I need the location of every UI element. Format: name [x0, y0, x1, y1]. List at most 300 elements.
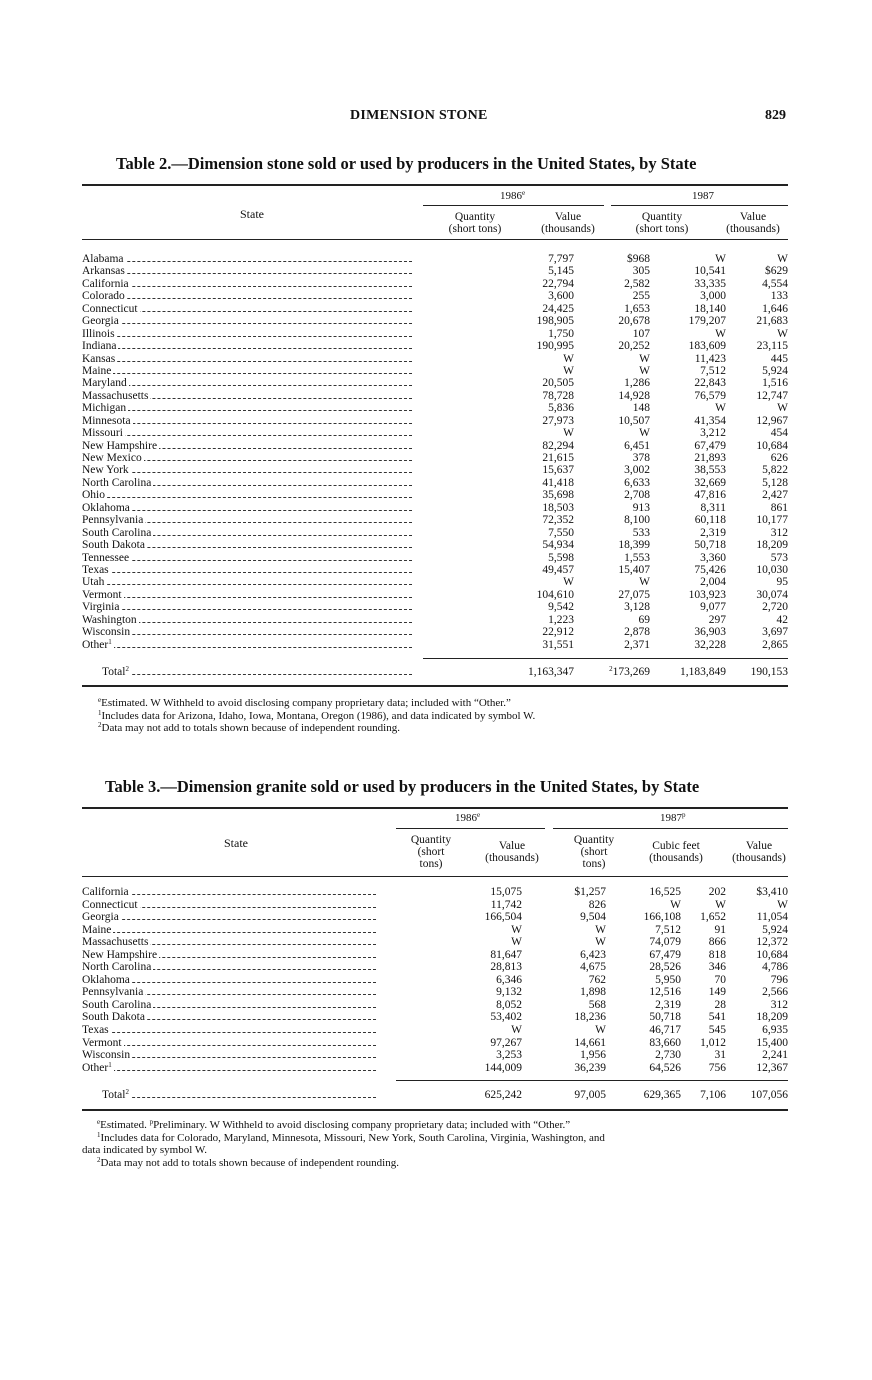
table-cell: 22,843 [694, 377, 726, 390]
table-cell: 76,579 [694, 389, 726, 402]
state-name: New Hampshire [82, 948, 158, 961]
table-cell: 107 [632, 327, 650, 340]
table-cell: 47,816 [694, 489, 726, 502]
page-header [0, 108, 872, 128]
dot-leader [82, 560, 412, 561]
state-name: Connecticut [82, 898, 138, 911]
table-cell: 97,267 [490, 1036, 522, 1049]
table-cell: W [670, 898, 681, 911]
table-cell: 5,950 [655, 973, 681, 986]
table-cell: 190,995 [536, 340, 574, 353]
table-cell: 21,893 [694, 452, 726, 464]
table2-col-quantity-1987: Quantity (short tons) [635, 211, 689, 235]
table-cell: 5,924 [762, 923, 788, 936]
table-cell: 81,647 [490, 948, 522, 961]
table-cell: 41,418 [542, 476, 574, 489]
table-cell: 7,797 [548, 253, 574, 265]
table-cell: 20,252 [618, 340, 650, 353]
dot-leader [82, 647, 412, 648]
table-cell: 2,371 [624, 638, 650, 651]
table-cell: 1,012 [700, 1036, 726, 1049]
table-cell: 38,553 [694, 464, 726, 477]
table-cell: W [777, 253, 788, 265]
table3-title: Table 3.—Dimension granite sold or used by producers in the United States, by State [105, 777, 700, 796]
table-cell: 6,451 [624, 439, 650, 452]
table-cell: W [715, 327, 726, 340]
table-cell: 866 [708, 936, 726, 949]
state-name: Virginia [82, 601, 120, 614]
table3-total-row [82, 1088, 788, 1102]
table-cell: 18,209 [756, 1011, 788, 1024]
state-name: Wisconsin [82, 1049, 131, 1062]
dot-leader [82, 261, 412, 262]
table-cell: 7,512 [655, 923, 681, 936]
table-cell: 202 [708, 886, 726, 898]
table-cell: 64,526 [649, 1061, 681, 1074]
table-cell: 2,427 [762, 489, 788, 502]
table2-col-value-1987: Value (thousands) [726, 211, 780, 235]
table-cell: 796 [770, 973, 788, 986]
table-cell: W [715, 253, 726, 265]
table-cell: 16,525 [649, 886, 681, 898]
state-name: Wisconsin [82, 626, 131, 639]
table-cell: 9,504 [580, 911, 606, 924]
table-row [82, 1011, 788, 1024]
table-cell: W [595, 923, 606, 936]
state-name: Arkansas [82, 265, 125, 278]
table-row [82, 1049, 788, 1062]
dot-leader [102, 1097, 376, 1098]
table-row [82, 390, 788, 402]
table-cell: 72,352 [542, 514, 574, 527]
state-name: Maine [82, 923, 112, 936]
table-cell: 2,319 [655, 998, 681, 1011]
table-cell: W [639, 364, 650, 377]
table-cell: $1,257 [574, 886, 606, 898]
state-name: Vermont [82, 1036, 122, 1049]
state-name: Kansas [82, 352, 116, 365]
table-cell: 10,177 [756, 514, 788, 527]
state-name: California [82, 886, 129, 898]
table-cell: 11,054 [756, 911, 788, 924]
state-name: Pennsylvania [82, 514, 144, 527]
table-cell: 46,717 [649, 1024, 681, 1037]
total-label: Total$^2$ [102, 1088, 129, 1101]
table-cell: 10,684 [756, 439, 788, 452]
total-cell: 7,106 [700, 1089, 726, 1101]
table-cell: 541 [708, 1011, 726, 1024]
table-row [82, 614, 788, 626]
table-cell: 14,661 [574, 1036, 606, 1049]
table-cell: 95 [776, 576, 788, 589]
dot-leader [82, 497, 412, 498]
table-row [82, 961, 788, 974]
table-cell: 18,140 [694, 302, 726, 315]
table-cell: 133 [770, 290, 788, 303]
table-cell: 67,479 [694, 439, 726, 452]
table2-col-quantity-1986: Quantity (short tons) [448, 211, 502, 235]
table-row [82, 1037, 788, 1050]
table-row [82, 365, 788, 377]
table-cell: W [639, 427, 650, 440]
table-cell: W [563, 427, 574, 440]
table-cell: 179,207 [688, 315, 726, 328]
table-row [82, 464, 788, 476]
table3-body [82, 886, 788, 1074]
table2-header-rule [82, 239, 788, 240]
state-name: Tennessee [82, 551, 130, 564]
dot-leader [82, 472, 412, 473]
dot-leader [82, 572, 412, 573]
state-name: Alabama [82, 253, 124, 265]
table-cell: 9,077 [700, 601, 726, 614]
table2-col-value-1986: Value (thousands) [541, 211, 595, 235]
table-cell: 1,750 [548, 327, 574, 340]
table2-title: Table 2.—Dimension stone sold or used by producers in the United States, by State [116, 154, 697, 173]
state-name: South Dakota [82, 1011, 145, 1024]
table3-col-value-1987: Value (thousands) [732, 840, 786, 864]
dot-leader [82, 323, 412, 324]
dot-leader [82, 336, 412, 337]
table-row [82, 527, 788, 539]
state-name: Oklahoma [82, 501, 130, 514]
table-cell: 33,335 [694, 277, 726, 290]
table-cell: 149 [708, 986, 726, 999]
table-cell: 8,311 [700, 501, 726, 514]
dot-leader [82, 584, 412, 585]
total-cell: 97,005 [574, 1089, 606, 1101]
table-cell: 1,223 [548, 613, 574, 626]
table-cell: 5,598 [548, 551, 574, 564]
table-cell: 6,423 [580, 948, 606, 961]
table3-year1987-header: 1987$^p$ [660, 811, 686, 824]
table2-note: $^1$Includes data for Arizona, Idaho, Iowa, Montana, Oregon (1986), and data indicated by symbol W. [98, 708, 536, 722]
table-cell: 1,286 [624, 377, 650, 390]
table-cell: 12,747 [756, 389, 788, 402]
table-cell: $968 [627, 253, 650, 265]
table-cell: 1,652 [700, 911, 726, 924]
table-cell: 18,209 [756, 539, 788, 552]
table-cell: 6,633 [624, 476, 650, 489]
table-cell: 3,600 [548, 290, 574, 303]
table-cell: 2,865 [762, 638, 788, 651]
table-row [82, 265, 788, 277]
table-cell: 2,241 [762, 1049, 788, 1062]
state-name: Minnesota [82, 414, 131, 427]
table3-note: data indicated by symbol W. [82, 1144, 207, 1156]
table-cell: W [595, 936, 606, 949]
table-cell: 454 [770, 427, 788, 440]
table-cell: 42 [776, 613, 788, 626]
table-cell: 41,354 [694, 414, 726, 427]
table-cell: 1,898 [580, 986, 606, 999]
table-cell: W [511, 1024, 522, 1037]
table-row [82, 440, 788, 452]
total-cell: 625,242 [484, 1089, 522, 1101]
table-cell: 346 [708, 961, 726, 974]
table3-col-cubic-feet-1987: Cubic feet (thousands) [649, 840, 703, 864]
table-cell: 31,551 [542, 638, 574, 651]
table-row [82, 377, 788, 389]
table-row [82, 502, 788, 514]
table-cell: 20,505 [542, 377, 574, 390]
table-cell: 913 [632, 501, 650, 514]
table-cell: 2,566 [762, 986, 788, 999]
table-row [82, 477, 788, 489]
dot-leader [82, 1045, 376, 1046]
table3-note: $^e$Estimated. $^p$Preliminary. W Withheld to avoid disclosing company proprietary data; included with “Other.” [97, 1118, 571, 1131]
table-row [82, 253, 788, 265]
table-cell: 60,118 [694, 514, 726, 527]
table-cell: 818 [708, 948, 726, 961]
table-cell: 6,346 [496, 973, 522, 986]
table-cell: 5,836 [548, 402, 574, 415]
table-cell: 36,239 [574, 1061, 606, 1074]
table-cell: 91 [714, 923, 726, 936]
table-row [82, 340, 788, 352]
state-name: Indiana [82, 340, 117, 353]
table-cell: 445 [770, 352, 788, 365]
total-label: Total$^2$ [102, 665, 129, 678]
table-cell: 1,653 [624, 302, 650, 315]
table-row [82, 601, 788, 613]
table-cell: 20,678 [618, 315, 650, 328]
table-cell: 7,550 [548, 526, 574, 539]
table-row [82, 576, 788, 588]
state-name: North Carolina [82, 476, 152, 489]
state-name: Massachusetts [82, 936, 149, 949]
dot-leader [82, 932, 376, 933]
state-name: South Dakota [82, 539, 145, 552]
table2-state-header: State [240, 207, 264, 221]
table3-col-value-1986: Value (thousands) [485, 840, 539, 864]
total-cell: 629,365 [643, 1089, 681, 1101]
table-cell: 12,372 [756, 936, 788, 949]
table-cell: 3,697 [762, 626, 788, 639]
table-cell: 50,718 [694, 539, 726, 552]
table-cell: 545 [708, 1024, 726, 1037]
table-cell: 12,967 [756, 414, 788, 427]
table-cell: 74,079 [649, 936, 681, 949]
state-name: Washington [82, 613, 137, 626]
table-cell: W [563, 576, 574, 589]
total-cell: 190,153 [750, 666, 788, 678]
state-name: Colorado [82, 290, 125, 303]
table-cell: 49,457 [542, 563, 574, 576]
table-cell: 626 [770, 452, 788, 464]
table-cell: W [511, 923, 522, 936]
table-row [82, 315, 788, 327]
state-name: California [82, 277, 129, 290]
table-cell: 2,708 [624, 489, 650, 502]
table-cell: 7,512 [700, 364, 726, 377]
table-cell: 32,669 [694, 476, 726, 489]
state-name: New Mexico [82, 452, 142, 464]
table-cell: W [595, 1024, 606, 1037]
table-cell: 15,400 [756, 1036, 788, 1049]
table2-year1987-header: 1987 [692, 190, 714, 202]
dot-leader [82, 373, 412, 374]
dot-leader [82, 1032, 376, 1033]
table-cell: 32,228 [694, 638, 726, 651]
table-row [82, 564, 788, 576]
table-cell: 144,009 [484, 1061, 522, 1074]
table-cell: 28,526 [649, 961, 681, 974]
state-name: South Carolina [82, 998, 152, 1011]
dot-leader [82, 435, 412, 436]
dot-leader [82, 273, 412, 274]
state-name: Connecticut [82, 302, 138, 315]
total-cell: $^2$173,269 [609, 665, 650, 678]
dot-leader [102, 674, 412, 675]
table-cell: W [511, 936, 522, 949]
table-cell: 69 [638, 613, 650, 626]
table2-body [82, 253, 788, 651]
table-cell: 10,684 [756, 948, 788, 961]
table-cell: W [777, 402, 788, 415]
table-row [82, 539, 788, 551]
table-row [82, 936, 788, 949]
table-cell: 27,973 [542, 414, 574, 427]
table-cell: 28,813 [490, 961, 522, 974]
table-cell: 67,479 [649, 948, 681, 961]
table-cell: 18,236 [574, 1011, 606, 1024]
table-cell: 5,128 [762, 476, 788, 489]
table-cell: $3,410 [756, 886, 788, 898]
state-name: Utah [82, 576, 105, 589]
table-cell: 10,507 [618, 414, 650, 427]
table2-note: $^2$Data may not add to totals shown because of independent rounding. [98, 721, 400, 734]
table-cell: W [639, 576, 650, 589]
table-cell: 2,319 [700, 526, 726, 539]
dot-leader [82, 609, 412, 610]
table-row [82, 489, 788, 501]
table2-bottom-rule [82, 685, 788, 687]
table-cell: 3,128 [624, 601, 650, 614]
table-cell: 12,516 [649, 986, 681, 999]
table-cell: 568 [588, 998, 606, 1011]
table-row [82, 552, 788, 564]
table-cell: 2,730 [655, 1049, 681, 1062]
state-name: North Carolina [82, 961, 152, 974]
table-row [82, 427, 788, 439]
table-cell: 6,935 [762, 1024, 788, 1037]
table3-note: $^1$Includes data for Colorado, Maryland, Minnesota, Missouri, New York, South Carolina, Virginia, Washington, and [97, 1130, 605, 1144]
table2-year1986-rule [423, 205, 604, 206]
table-cell: 21,683 [756, 315, 788, 328]
state-name: Georgia [82, 911, 119, 924]
table-cell: 2,878 [624, 626, 650, 639]
table3-col-quantity-1987: Quantity (short tons) [573, 834, 615, 870]
table-cell: 82,294 [542, 439, 574, 452]
table-cell: 14,928 [618, 389, 650, 402]
table-cell: 297 [708, 613, 726, 626]
table-cell: 3,002 [624, 464, 650, 477]
table-cell: W [777, 898, 788, 911]
table-row [82, 303, 788, 315]
table-cell: 762 [588, 973, 606, 986]
state-name: Michigan [82, 402, 127, 415]
table2-total-row [82, 665, 788, 679]
table-row [82, 899, 788, 912]
table2-top-rule [82, 184, 788, 186]
table3-bottom-rule [82, 1109, 788, 1111]
table-cell: W [777, 327, 788, 340]
table-cell: 35,698 [542, 489, 574, 502]
table-cell: 8,052 [496, 998, 522, 1011]
table-cell: W [715, 898, 726, 911]
state-name: South Carolina [82, 526, 152, 539]
table-cell: 166,504 [484, 911, 522, 924]
table3-state-header: State [224, 836, 248, 850]
dot-leader [82, 348, 412, 349]
table-row [82, 1062, 788, 1075]
table-cell: 166,108 [643, 911, 681, 924]
dot-leader [82, 298, 412, 299]
table-cell: 21,615 [542, 452, 574, 464]
table-cell: 378 [632, 452, 650, 464]
total-cell: 1,163,347 [528, 666, 574, 678]
dot-leader [82, 361, 412, 362]
table-cell: 54,934 [542, 539, 574, 552]
table-cell: 148 [632, 402, 650, 415]
table-cell: 861 [770, 501, 788, 514]
table-cell: 27,075 [618, 588, 650, 601]
table-cell: W [715, 402, 726, 415]
table-row [82, 452, 788, 464]
table-cell: 3,253 [496, 1049, 522, 1062]
table-cell: 53,402 [490, 1011, 522, 1024]
table-row [82, 924, 788, 937]
table-cell: 2,720 [762, 601, 788, 614]
table-cell: 5,924 [762, 364, 788, 377]
table-row [82, 278, 788, 290]
state-name: Maine [82, 364, 112, 377]
table-cell: 4,786 [762, 961, 788, 974]
table-cell: 4,675 [580, 961, 606, 974]
table-cell: 36,903 [694, 626, 726, 639]
table-cell: 18,399 [618, 539, 650, 552]
state-name: Missouri [82, 427, 123, 440]
table-cell: 533 [632, 526, 650, 539]
state-name: Georgia [82, 315, 119, 328]
table-cell: 78,728 [542, 389, 574, 402]
table-row [82, 986, 788, 999]
table-cell: 15,407 [618, 563, 650, 576]
table-cell: 10,030 [756, 563, 788, 576]
table3-note: $^2$Data may not add to totals shown because of independent rounding. [97, 1155, 399, 1169]
state-name: Texas [82, 563, 109, 576]
table-cell: W [639, 352, 650, 365]
table-cell: 24,425 [542, 302, 574, 315]
table-cell: 183,609 [688, 340, 726, 353]
table2-year1987-rule [611, 205, 788, 206]
dot-leader [82, 919, 376, 920]
table-cell: 10,541 [694, 265, 726, 278]
total-cell: 1,183,849 [680, 666, 726, 678]
table-cell: 83,660 [649, 1036, 681, 1049]
state-name: New Hampshire [82, 439, 158, 452]
table-cell: 2,582 [624, 277, 650, 290]
table-row [82, 886, 788, 899]
table-cell: 104,610 [536, 588, 574, 601]
table3-col-quantity-1986: Quantity (short tons) [410, 834, 452, 870]
table-cell: 1,516 [762, 377, 788, 390]
table-cell: 573 [770, 551, 788, 564]
table3-year1986-header: 1986e [455, 811, 481, 824]
state-name: Illinois [82, 327, 115, 340]
table-row [82, 353, 788, 365]
